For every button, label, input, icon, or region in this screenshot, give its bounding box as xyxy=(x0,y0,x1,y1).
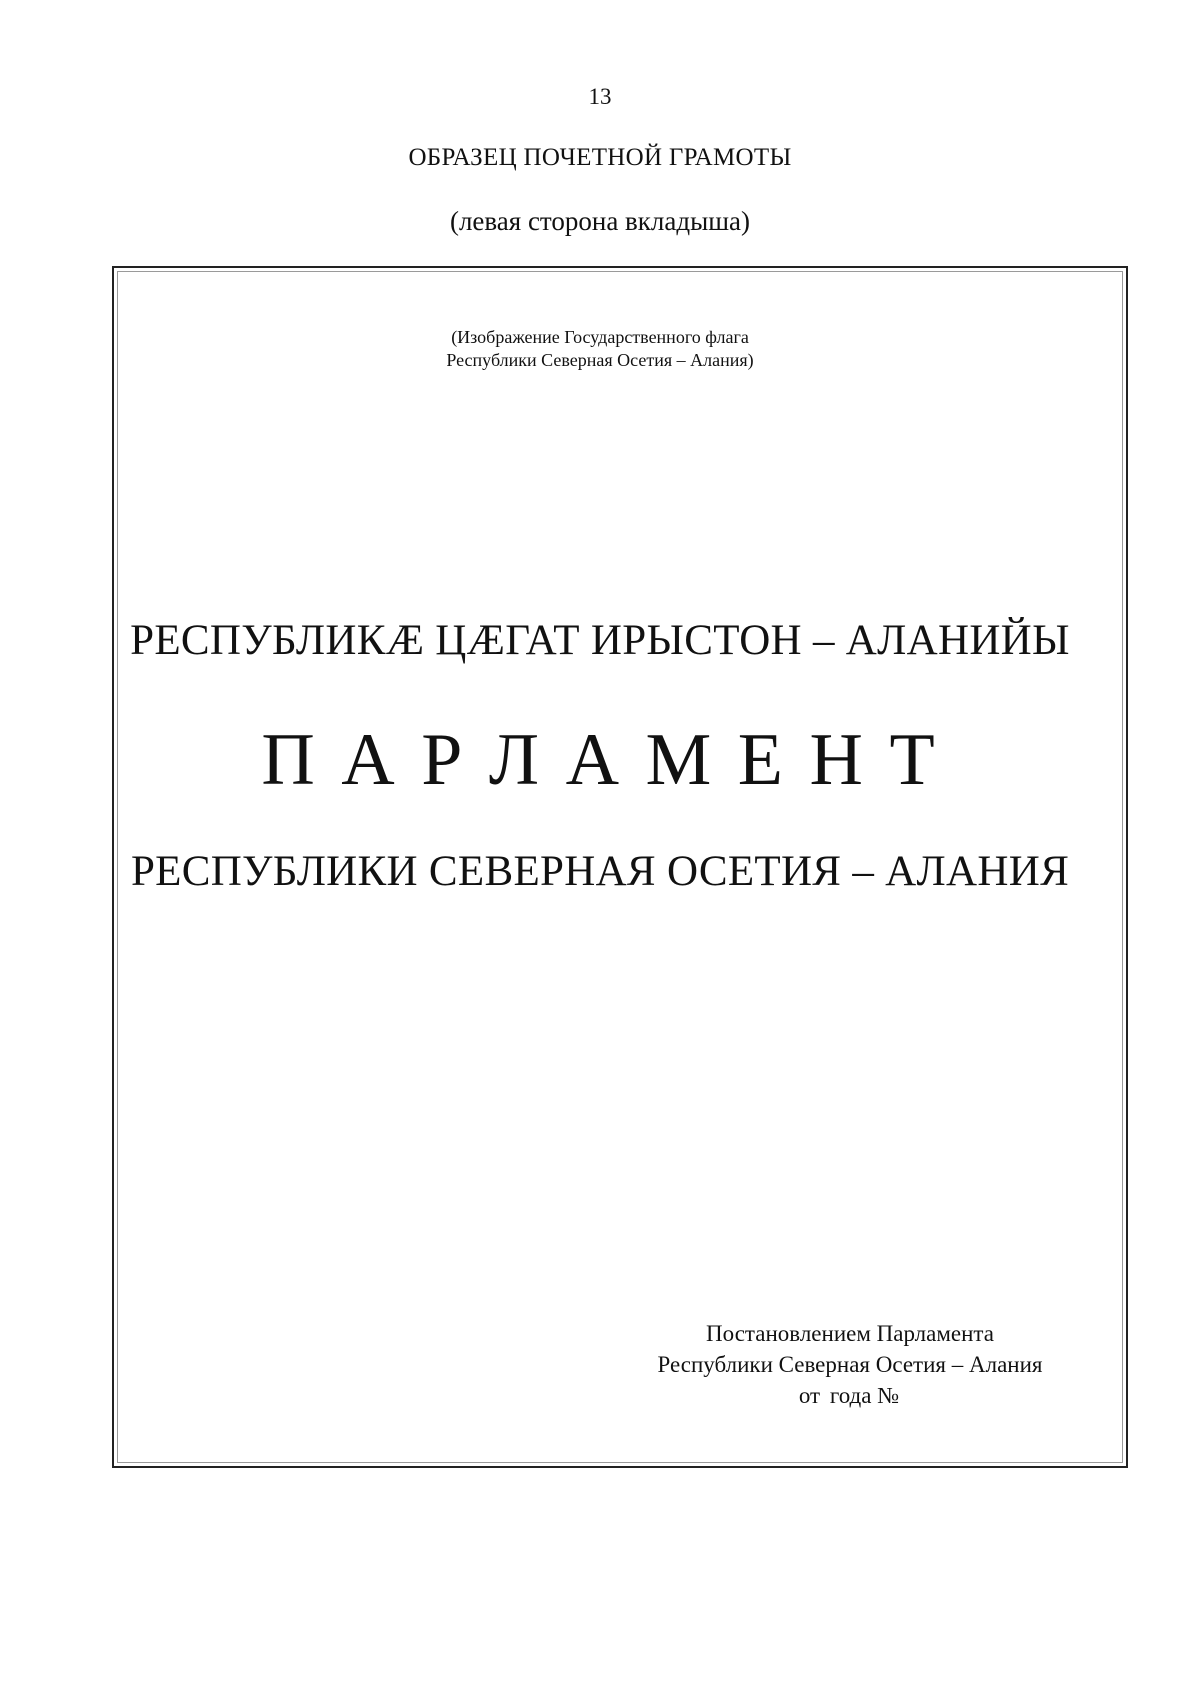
year-label: года xyxy=(829,1383,872,1408)
document-title: ОБРАЗЕЦ ПОЧЕТНОЙ ГРАМОТЫ xyxy=(408,144,792,171)
from-label: от xyxy=(798,1383,821,1408)
flag-note-line-1: (Изображение Государственного флага xyxy=(451,327,749,347)
resolution-date-line xyxy=(620,1380,1080,1411)
number-label: № xyxy=(877,1383,900,1408)
document-subtitle: (левая сторона вкладыша) xyxy=(449,206,751,236)
page-number: 13 xyxy=(588,84,612,109)
resolution-block xyxy=(620,1318,1080,1411)
resolution-line-1: Постановлением Парламента xyxy=(706,1321,994,1346)
flag-note-line-2: Республики Северная Осетия – Алания) xyxy=(446,350,754,370)
ossetian-republic-name: РЕСПУБЛИКӔ ЦӔГАТ ИРЫСТОН – АЛАНИЙЫ xyxy=(130,617,1070,664)
russian-republic-name: РЕСПУБЛИКИ СЕВЕРНАЯ ОСЕТИЯ – АЛАНИЯ xyxy=(130,848,1070,895)
resolution-line-2: Республики Северная Осетия – Алания xyxy=(657,1352,1043,1377)
parliament-heading: П А Р Л А М Е Н Т xyxy=(261,719,939,801)
flag-placeholder-note xyxy=(0,326,1200,372)
